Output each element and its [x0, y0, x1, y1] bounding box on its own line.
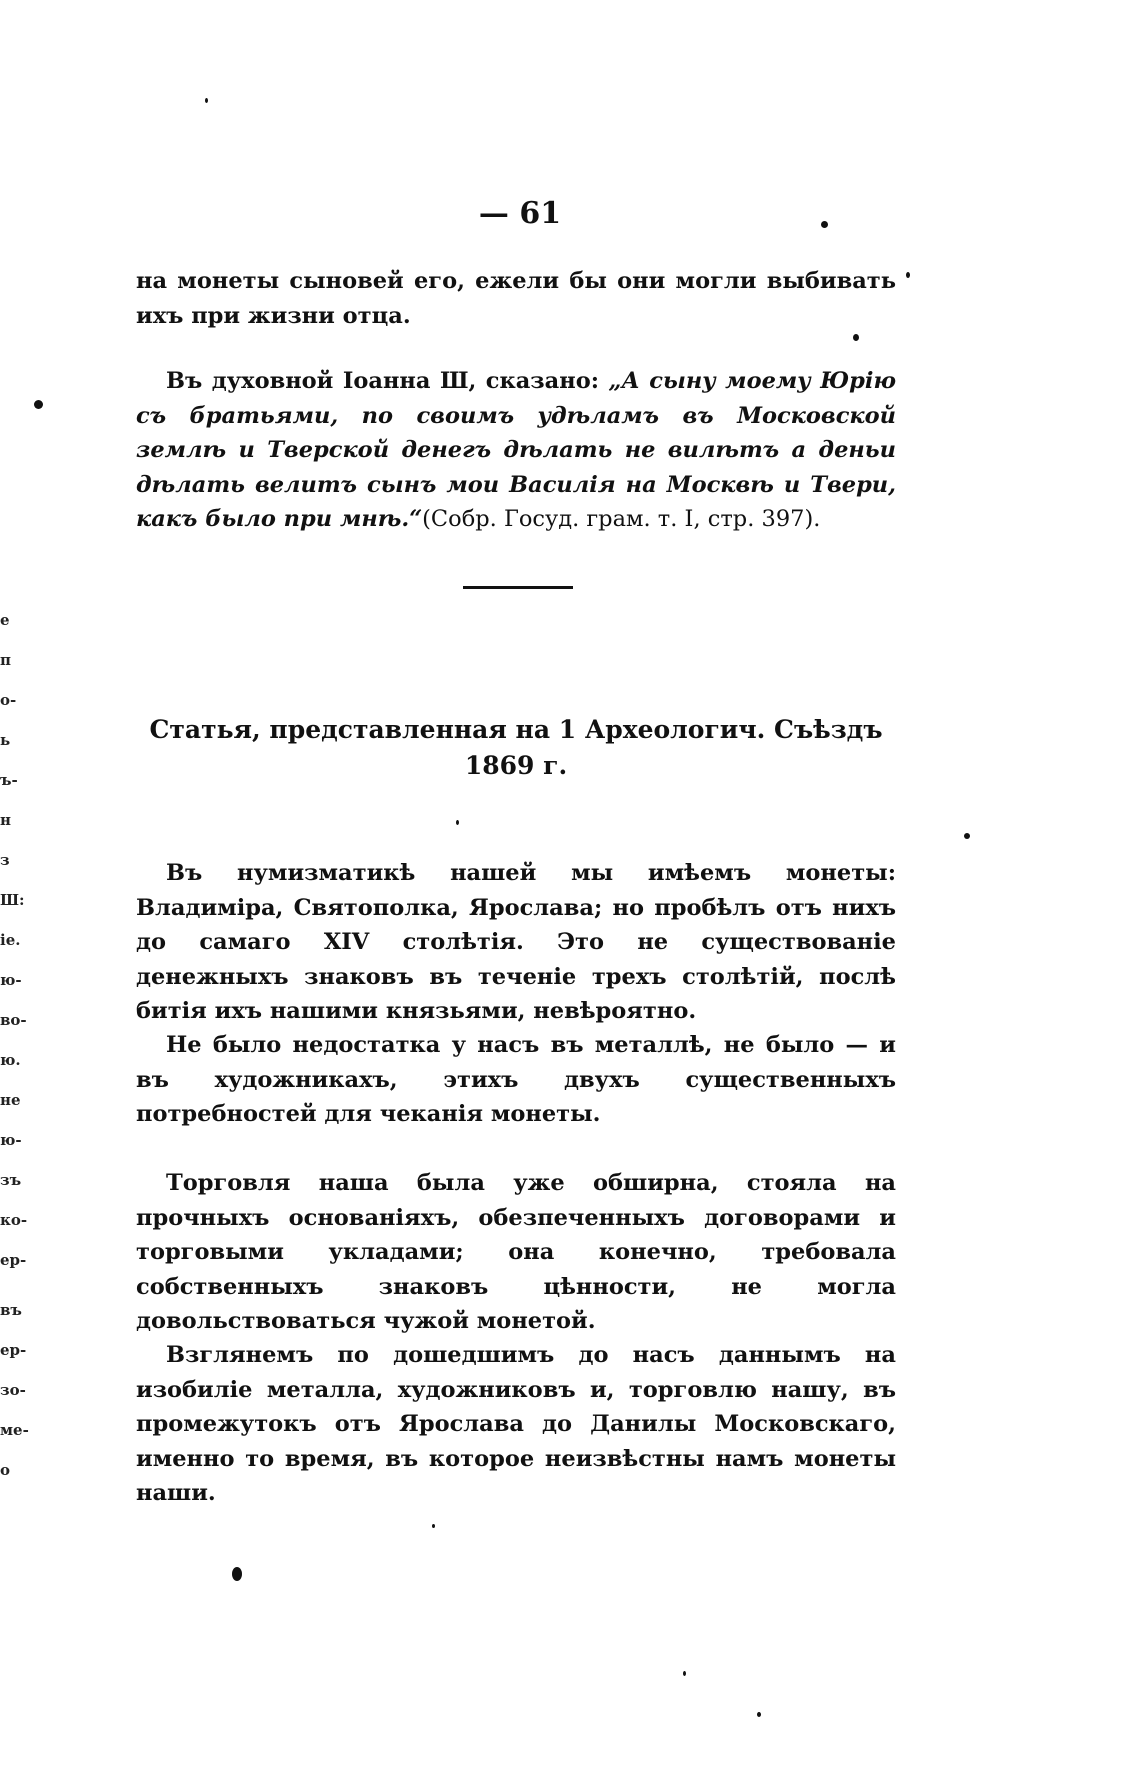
article-paragraph-1-text: Въ нумизматикѣ нашей мы имѣемъ монеты: Владиміра, Святополка, Ярослава; но пробѣлъ отъ нихъ до самаго XIV столѣтія. Это не существованіе денежныхъ знаковъ въ теченіе трехъ столѣтій, послѣ битія ихъ нашими князьями, невѣроятно. [136, 860, 896, 1024]
margin-fragment: е [0, 611, 10, 629]
scan-speck [853, 334, 859, 341]
scan-speck [757, 1712, 761, 1717]
margin-fragment: о- [0, 691, 17, 709]
continuation-paragraph [136, 264, 896, 333]
left-margin-fragments-lower [0, 1290, 44, 1490]
margin-fragment: не [0, 1091, 21, 1109]
article-paragraph-1 [136, 856, 896, 1029]
left-margin-fragments-upper [0, 600, 44, 1280]
margin-fragment: ер- [0, 1251, 27, 1269]
scan-speck [821, 221, 828, 228]
margin-fragment: н [0, 811, 11, 829]
scan-speck [456, 820, 459, 825]
margin-fragment: во- [0, 1011, 27, 1029]
section-divider [463, 586, 573, 589]
margin-fragment: зъ [0, 1171, 22, 1189]
scan-speck [964, 833, 970, 839]
scan-speck [683, 1671, 686, 1676]
article-heading: Статья, представленная на 1 Археологич. Съѣздъ 1869 г. [149, 715, 883, 780]
margin-fragment: п [0, 651, 11, 669]
margin-fragment: ъ- [0, 771, 18, 789]
page-number: — 61 [478, 196, 562, 231]
article-paragraph-4-text: Взглянемъ по дошедшимъ до насъ даннымъ на изобиліе металла, художниковъ и, торговлю нашу, въ промежутокъ отъ Ярослава до Данилы Московскаго, именно то время, въ которое неизвѣстны намъ монеты наши. [136, 1342, 896, 1506]
quote-citation: (Собр. Госуд. грам. т. I, стр. 397). [422, 506, 821, 532]
margin-fragment: ко- [0, 1211, 28, 1229]
continuation-text: на монеты сыновей его, ежели бы они могли выбивать ихъ при жизни отца. [136, 268, 896, 329]
margin-fragment: Ш: [0, 891, 25, 909]
margin-fragment: іе. [0, 931, 21, 949]
margin-fragment: ме- [0, 1421, 29, 1439]
margin-fragment: ю. [0, 1051, 21, 1069]
scan-speck [906, 272, 910, 278]
margin-fragment: ю- [0, 1131, 22, 1149]
article-paragraph-3-text: Торговля наша была уже обширна, стояла на прочныхъ основаніяхъ, обезпеченныхъ договорами и торговыми укладами; она конечно, требовала собственныхъ знаковъ цѣнности, не могла довольствоваться чужой монетой. [136, 1170, 896, 1334]
quote-paragraph-body [136, 364, 896, 537]
quote-text: „А сыну моему Юрію съ братьями, по своимъ удѣламъ въ Московской землѣ и Тверской денегъ дѣлать не вилѣтъ а деньи дѣлать велитъ сынъ мои Василія на Москвѣ и Твери, какъ было при мнѣ.“ [136, 368, 896, 532]
quote-lead: Въ духовной Іоанна Ш, сказано: [166, 368, 600, 394]
margin-fragment: зо- [0, 1381, 26, 1399]
article-paragraph-2 [136, 1028, 896, 1132]
scan-speck [34, 400, 43, 409]
margin-fragment: з [0, 851, 10, 869]
article-paragraph-2-text: Не было недостатка у насъ въ металлѣ, не было — и въ художникахъ, этихъ двухъ существенныхъ потребностей для чеканія монеты. [136, 1032, 896, 1127]
scan-speck [432, 1524, 435, 1528]
quote-paragraph [136, 364, 896, 537]
article-paragraph-4 [136, 1338, 896, 1511]
margin-fragment: ер- [0, 1341, 27, 1359]
scan-speck [232, 1567, 242, 1581]
margin-fragment: ь [0, 731, 11, 749]
scan-speck [205, 98, 208, 103]
margin-fragment: въ [0, 1301, 22, 1319]
margin-fragment: ю- [0, 971, 22, 989]
margin-fragment: о [0, 1461, 11, 1479]
article-paragraph-3 [136, 1166, 896, 1339]
